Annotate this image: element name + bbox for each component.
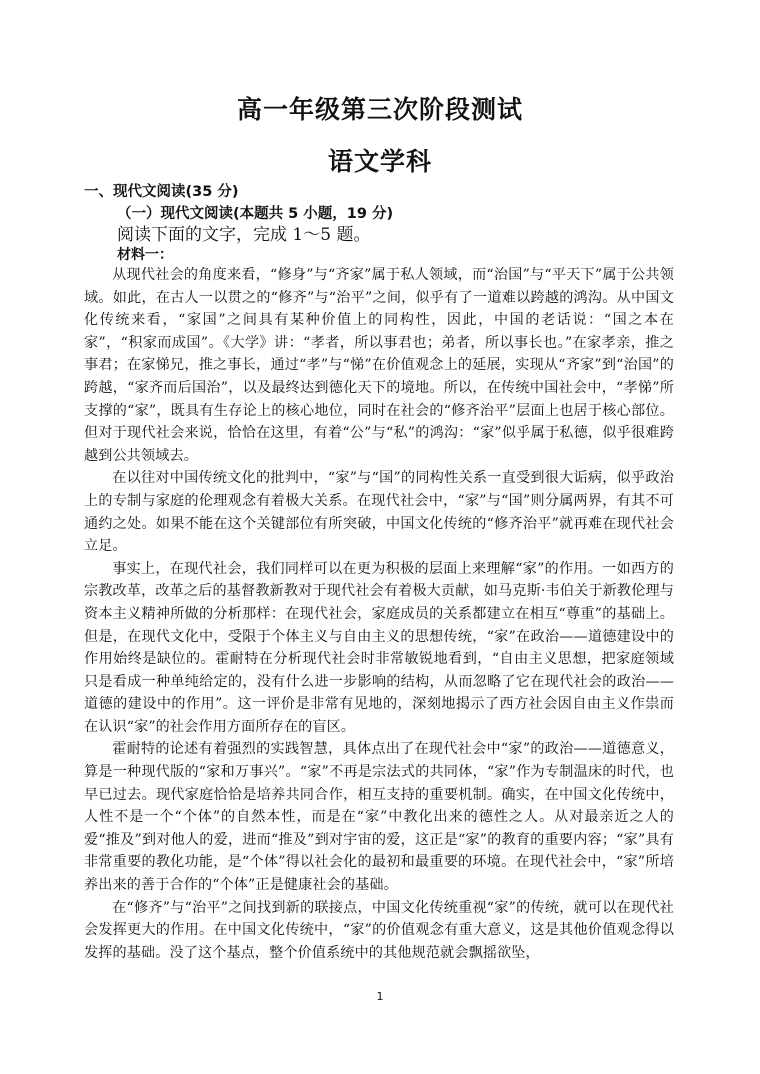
paragraph: 在以往对中国传统文化的批判中，“家”与“国”的同构性关系一直受到很大诟病，似乎政治上的专制与家庭的伦理观念有着极大关系。在现代社会中，“家”与“国”则分属两界，有其不可通约之处。如果不能在这个关键部位有所突破，中国文化传统的“修齐治平”就再难在现代社会立足。 [84,470,674,555]
paragraph: 在“修齐”与“治平”之间找到新的联接点，中国文化传统重视“家”的传统，就可以在现代社会发挥更大的作用。在中国文化传统中，“家”的价值观念有重大意义，这是其他价值观念得以发挥的基础。没了这个基点，整个价值系统中的其他规范就会飘摇欲坠， [84,899,674,961]
section-heading: 一、现代文阅读(35 分) [84,184,239,200]
reading-instruction: 阅读下面的文字，完成 1～5 题。 [117,225,371,245]
page-subtitle: 语文学科 [327,147,432,176]
paragraph: 从现代社会的角度来看，“修身”与“齐家”属于私人领域，而“治国”与“平天下”属于公共领域。如此，在古人一以贯之的“修齐”与“治平”之间，似乎有了一道难以跨越的鸿沟。从中国文化传统来看，“家国”之间具有某种价值上的同构性，因此，中国的老话说：“国之本在家”，“积家而成国”。《大学》讲：“孝者，所以事君也；弟者，所以事长也。”在家孝亲，推之事君；在家悌兄，推之事长，通过“孝”与“悌”在价值观念上的延展，实现从“齐家”到“治国”的跨越，“家齐而后国治”，以及最终达到德化天下的境地。所以，在传统中国社会中，“孝悌”所支撑的“家”，既具有生存论上的核心地位，同时在社会的“修齐治平”层面上也居于核心部位。但对于现代社会来说，恰恰在这里，有着“公”与“私”的鸿沟：“家”似乎属于私德，似乎很难跨越到公共领域去。 [84,267,674,464]
page-number: 1 [376,990,384,1003]
material-label: 材料一： [117,247,173,263]
paragraph: 事实上，在现代社会，我们同样可以在更为积极的层面上来理解“家”的作用。一如西方的宗教改革，改革之后的基督教新教对于现代社会有着极大贡献，如马克斯·韦伯关于新教伦理与资本主义精神所做的分析那样：在现代社会，家庭成员的关系都建立在相互“尊重”的基础上。但是，在现代文化中，受限于个体主义与自由主义的思想传统，“家”在政治——道德建设中的作用始终是缺位的。霍耐特在分析现代社会时非常敏锐地看到，“自由主义思想，把家庭领域只是看成一种单纯给定的，没有什么进一步影响的结构，从而忽略了它在现代社会的政治——道德的建设中的作用”。这一评价是非常有见地的，深刻地揭示了西方社会因自由主义作祟而在认识“家”的社会作用方面所存在的盲区。 [84,560,674,735]
subsection-heading: （一）现代文阅读(本题共 5 小题，19 分) [117,206,394,222]
page-title: 高一年级第三次阶段测试 [236,95,523,124]
passage-body [84,264,674,964]
paragraph: 霍耐特的论述有着强烈的实践智慧，具体点出了在现代社会中“家”的政治——道德意义，算是一种现代版的“家和万事兴”。“家”不再是宗法式的共同体，“家”作为专制温床的时代，也早已过去。现代家庭恰恰是培养共同合作，相互支持的重要机制。确实，在中国文化传统中，人性不是一个“个体”的自然本性，而是在“家”中教化出来的德性之人。从对最亲近之人的爱“推及”到对他人的爱，进而“推及”到对宇宙的爱，这正是“家”的教育的重要内容；“家”具有非常重要的教化功能，是“个体”得以社会化的最初和最重要的环境。在现代社会中，“家”所培养出来的善于合作的“个体”正是健康社会的基础。 [84,741,674,894]
